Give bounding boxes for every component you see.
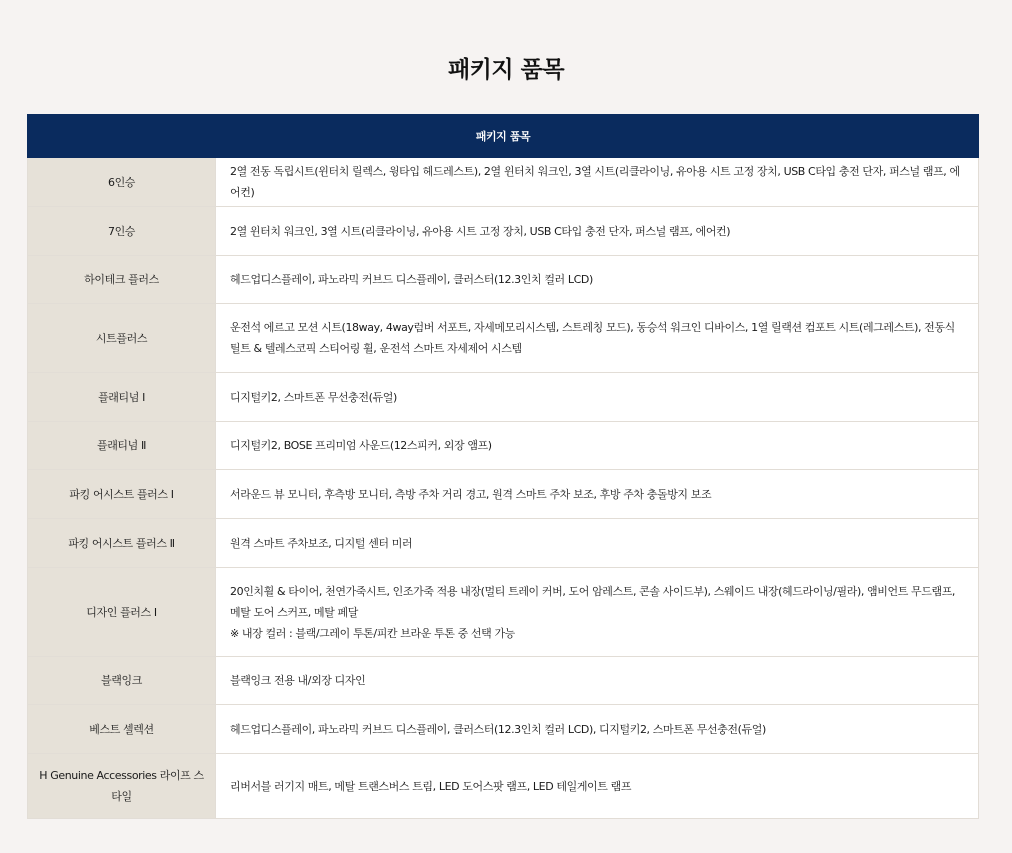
table-header-row [28, 115, 979, 158]
package-name: 블랙잉크 [28, 657, 216, 705]
package-name: H Genuine Accessories 라이프 스타일 [28, 754, 216, 819]
package-description: 디지털키2, BOSE 프리미엄 사운드(12스피커, 외장 앰프) [216, 422, 979, 470]
package-description: 헤드업디스플레이, 파노라믹 커브드 디스플레이, 클러스터(12.3인치 컬러 LCD) [216, 256, 979, 304]
package-name: 시트플러스 [28, 304, 216, 373]
page-title: 패키지 품목 [447, 57, 565, 84]
package-description [216, 568, 979, 657]
package-name: 플래티넘 Ⅰ [28, 373, 216, 422]
package-name: 7인승 [28, 207, 216, 256]
package-description: 리버서블 러기지 매트, 메탈 트랜스버스 트림, LED 도어스팟 램프, LED 테일게이트 램프 [216, 754, 979, 819]
package-table [27, 114, 979, 819]
package-description: 원격 스마트 주차보조, 디지털 센터 미러 [216, 519, 979, 568]
table-row [28, 158, 979, 207]
interior-color-note: ※ 내장 컬러 : 블랙/그레이 투톤/피칸 브라운 투톤 중 선택 가능 [230, 626, 515, 640]
package-description: 운전석 에르고 모션 시트(18way, 4way럼버 서포트, 자세메모리시스템, 스트레칭 모드), 동승석 워크인 디바이스, 1열 릴랙션 컴포트 시트(레그레스트), 전동식 틸트 & 텔레스코픽 스티어링 휠, 운전석 스마트 자세제어 시스템 [216, 304, 979, 373]
table-row [28, 207, 979, 256]
table-row [28, 705, 979, 754]
package-name: 하이테크 플러스 [28, 256, 216, 304]
table-row [28, 568, 979, 657]
table-row [28, 519, 979, 568]
package-name: 파킹 어시스트 플러스 Ⅱ [28, 519, 216, 568]
package-description: 블랙잉크 전용 내/외장 디자인 [216, 657, 979, 705]
package-name: 베스트 셀렉션 [28, 705, 216, 754]
package-description: 2열 윈터치 워크인, 3열 시트(리클라이닝, 유아용 시트 고정 장치, USB C타입 충전 단자, 퍼스널 램프, 에어컨) [216, 207, 979, 256]
package-description: 디지털키2, 스마트폰 무선충전(듀얼) [216, 373, 979, 422]
package-description-text: 20인치휠 & 타이어, 천연가죽시트, 인조가죽 적용 내장(멀티 트레이 커버, 도어 암레스트, 콘솔 사이드부), 스웨이드 내장(헤드라이닝/필라), 앰비언트 무드램프, 메탈 도어 스커프, 메탈 페달 [230, 584, 956, 619]
table-row [28, 754, 979, 819]
table-row [28, 422, 979, 470]
table-row [28, 470, 979, 519]
table-row [28, 657, 979, 705]
package-name: 6인승 [28, 158, 216, 207]
package-name: 디자인 플러스 Ⅰ [28, 568, 216, 657]
table-row [28, 304, 979, 373]
package-description: 서라운드 뷰 모니터, 후측방 모니터, 측방 주차 거리 경고, 원격 스마트 주차 보조, 후방 주차 충돌방지 보조 [216, 470, 979, 519]
package-name: 파킹 어시스트 플러스 Ⅰ [28, 470, 216, 519]
table-header: 패키지 품목 [28, 115, 979, 158]
table-row [28, 373, 979, 422]
package-name: 플래티넘 Ⅱ [28, 422, 216, 470]
package-description: 헤드업디스플레이, 파노라믹 커브드 디스플레이, 클러스터(12.3인치 컬러 LCD), 디지털키2, 스마트폰 무선충전(듀얼) [216, 705, 979, 754]
package-description: 2열 전동 독립시트(윈터치 릴렉스, 윙타입 헤드레스트), 2열 윈터치 워크인, 3열 시트(리클라이닝, 유아용 시트 고정 장치, USB C타입 충전 단자, 퍼스널 램프, 에어컨) [216, 158, 979, 207]
table-row [28, 256, 979, 304]
